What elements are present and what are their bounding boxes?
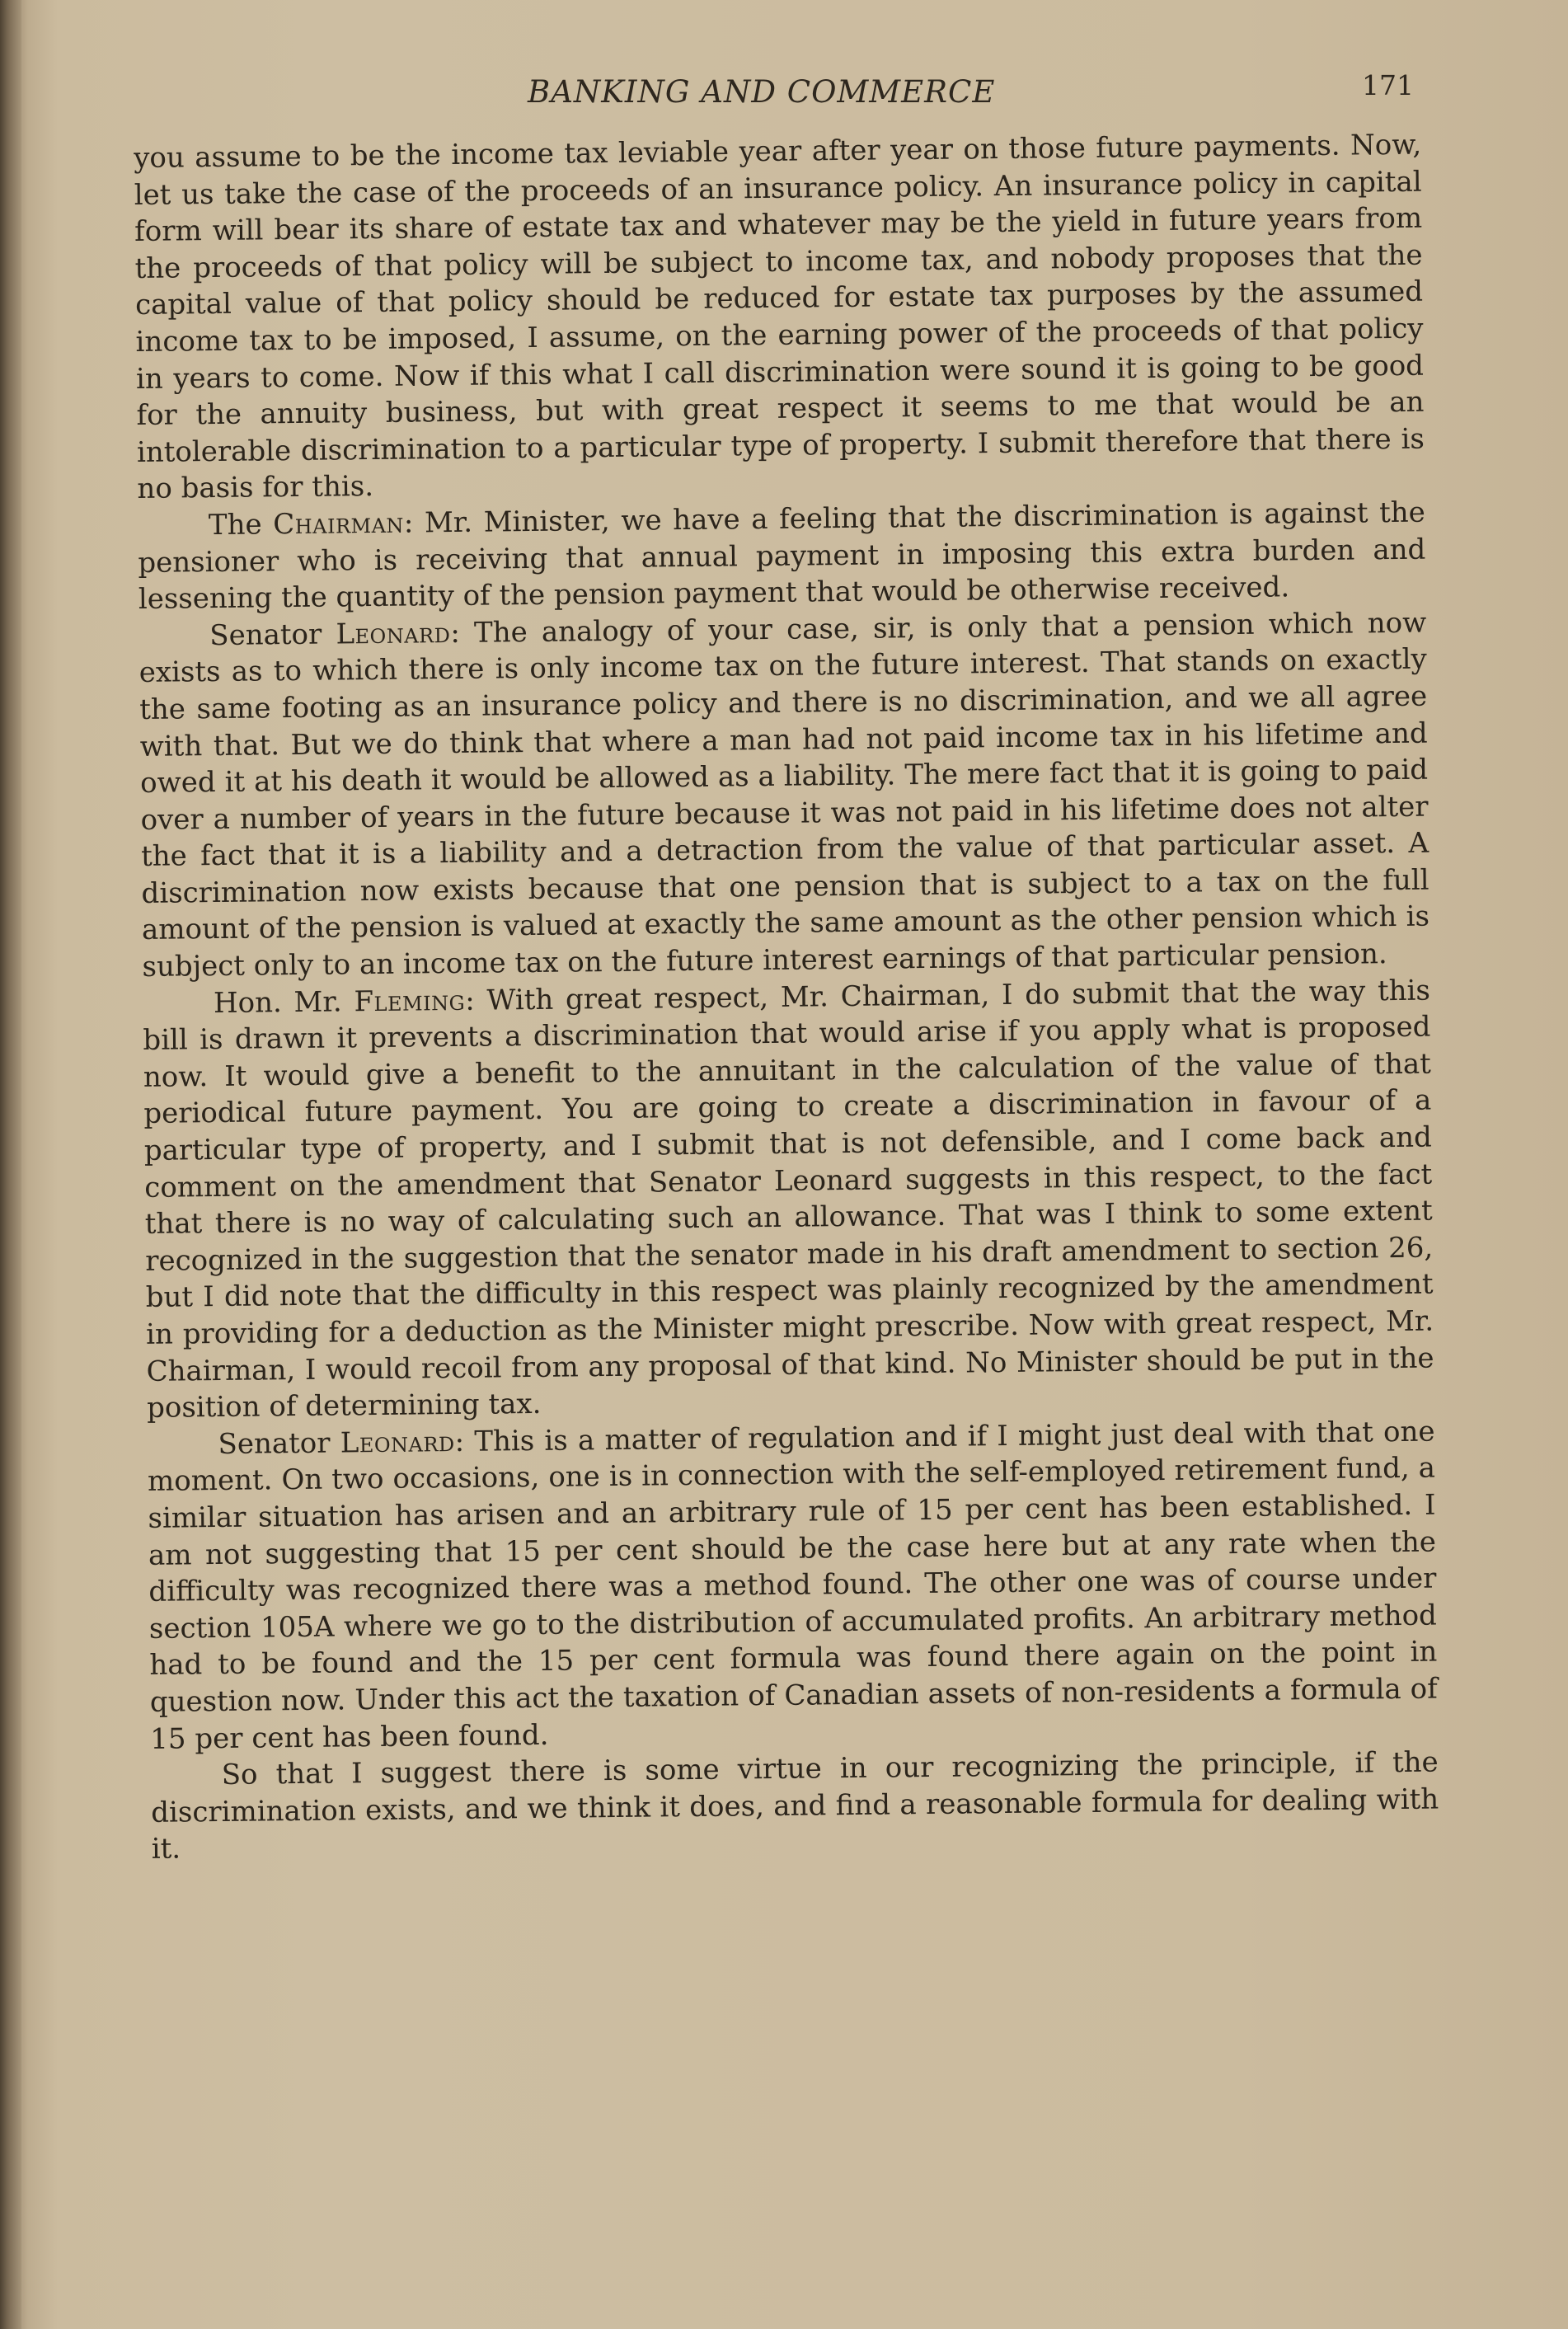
paragraph-text: you assume to be the income tax leviable year after year on those future payments. Now, let us take the case of the proceeds of an insurance policy. An insurance policy in capital form will bear its share of estate tax and whatever may be the yield in future years from the proceeds of that policy will be subject to income tax, and nobody proposes that the capital value of that policy should be reduced for estate tax purposes by the assumed income tax to be imposed, I assume, on the earning power of the proceeds of that policy in years to come. Now if this what I call discrimination were sound it is going to be good for the annuity business, but with great respect it seems to me that would be an intolerable discrimination to a particular type of property. I submit therefore that there is no basis for this.: [134, 128, 1425, 506]
speaker-name: Leonard: [340, 1425, 455, 1460]
speaker-prefix: The: [208, 508, 274, 542]
speaker-prefix: Senator: [209, 617, 336, 652]
speaker-name: Fleming: [354, 984, 466, 1018]
paragraph-closing: [151, 1744, 1439, 1868]
speaker-prefix: Senator: [218, 1426, 340, 1461]
paragraph-senator-leonard-2: [147, 1413, 1438, 1758]
paragraph-continuation: [134, 127, 1425, 508]
speaker-prefix: Hon. Mr.: [213, 984, 354, 1020]
page-number: 171: [1362, 69, 1414, 101]
running-head: BANKING AND COMMERCE: [528, 74, 996, 110]
paragraph-text: So that I suggest there is some virtue in our recognizing the principle, if the discrimination exists, and we think it does, and find a reasonable formula for dealing with it.: [151, 1745, 1439, 1866]
paragraph-text: : Mr. Minister, we have a feeling that the discrimination is against the pensioner who is receiving that annual payment in imposing this extra burden and lessening the quantity of the pension payment that would be otherwise received.: [138, 495, 1426, 617]
speaker-name: Leonard: [336, 616, 451, 651]
body-text: [134, 127, 1439, 1868]
paragraph-senator-leonard-1: [138, 604, 1430, 985]
paragraph-text: : The analogy of your case, sir, is only that a pension which now exists as to which there is only income tax on the future interest. That stands on exactly the same footing as an insurance policy and there is no discrimination, and we all agree with that. But we do think that where a man had not paid income tax in his lifetime and owed it at his death it would be allowed as a liability. The mere fact that it is going to paid over a number of years in the future because it was not paid in his lifetime does not alter the fact that it is a liability and a detraction from the value of that particular asset. A discrimination now exists because that one pension that is subject to a tax on the full amount of the pension is valued at exactly the same amount as the other pension which is subject only to an income tax on the future interest earnings of that particular pension.: [138, 606, 1430, 984]
paragraph-text: : This is a matter of regulation and if I might just deal with that one moment. On two occasions, one is in connection with the self-employed retirement fund, a similar situation has arisen and an arbitrary rule of 15 per cent has been established. I am not suggesting that 15 per cent should be the case here but at any rate when the difficulty was recognized there was a method found. The other one was of course under section 105A where we go to the distribution of accumulated profits. An arbitrary method had to be found and the 15 per cent formula was found there again on the point in question now. Under this act the taxation of Canadian assets of non-residents a formula of 15 per cent has been found.: [147, 1415, 1438, 1756]
paragraph-fleming: [143, 972, 1435, 1426]
paragraph-chairman: [138, 495, 1426, 618]
book-spine-shadow: [0, 0, 21, 2329]
paragraph-text: : With great respect, Mr. Chairman, I do submit that the way this bill is drawn it prevents a discrimination that would arise if you apply what is proposed now. It would give a benefit to the annuitant in the calculation of the value of that periodical future payment. You are going to create a discrimination in favour of a particular type of property, and I submit that is not defensible, and I come back and comment on the amendment that Senator Leonard suggests in this respect, to the fact that there is no way of calculating such an allowance. That was I think to some extent recognized in the suggestion that the senator made in his draft amendment to section 26, but I did note that the difficulty in this respect was plainly recognized by the amendment in providing for a deduction as the Minister might prescribe. Now with great respect, Mr. Chairman, I would recoil from any proposal of that kind. No Minister should be put in the position of determining tax.: [143, 974, 1434, 1425]
speaker-name: Chairman: [272, 506, 405, 542]
page-header: [0, 69, 1568, 119]
